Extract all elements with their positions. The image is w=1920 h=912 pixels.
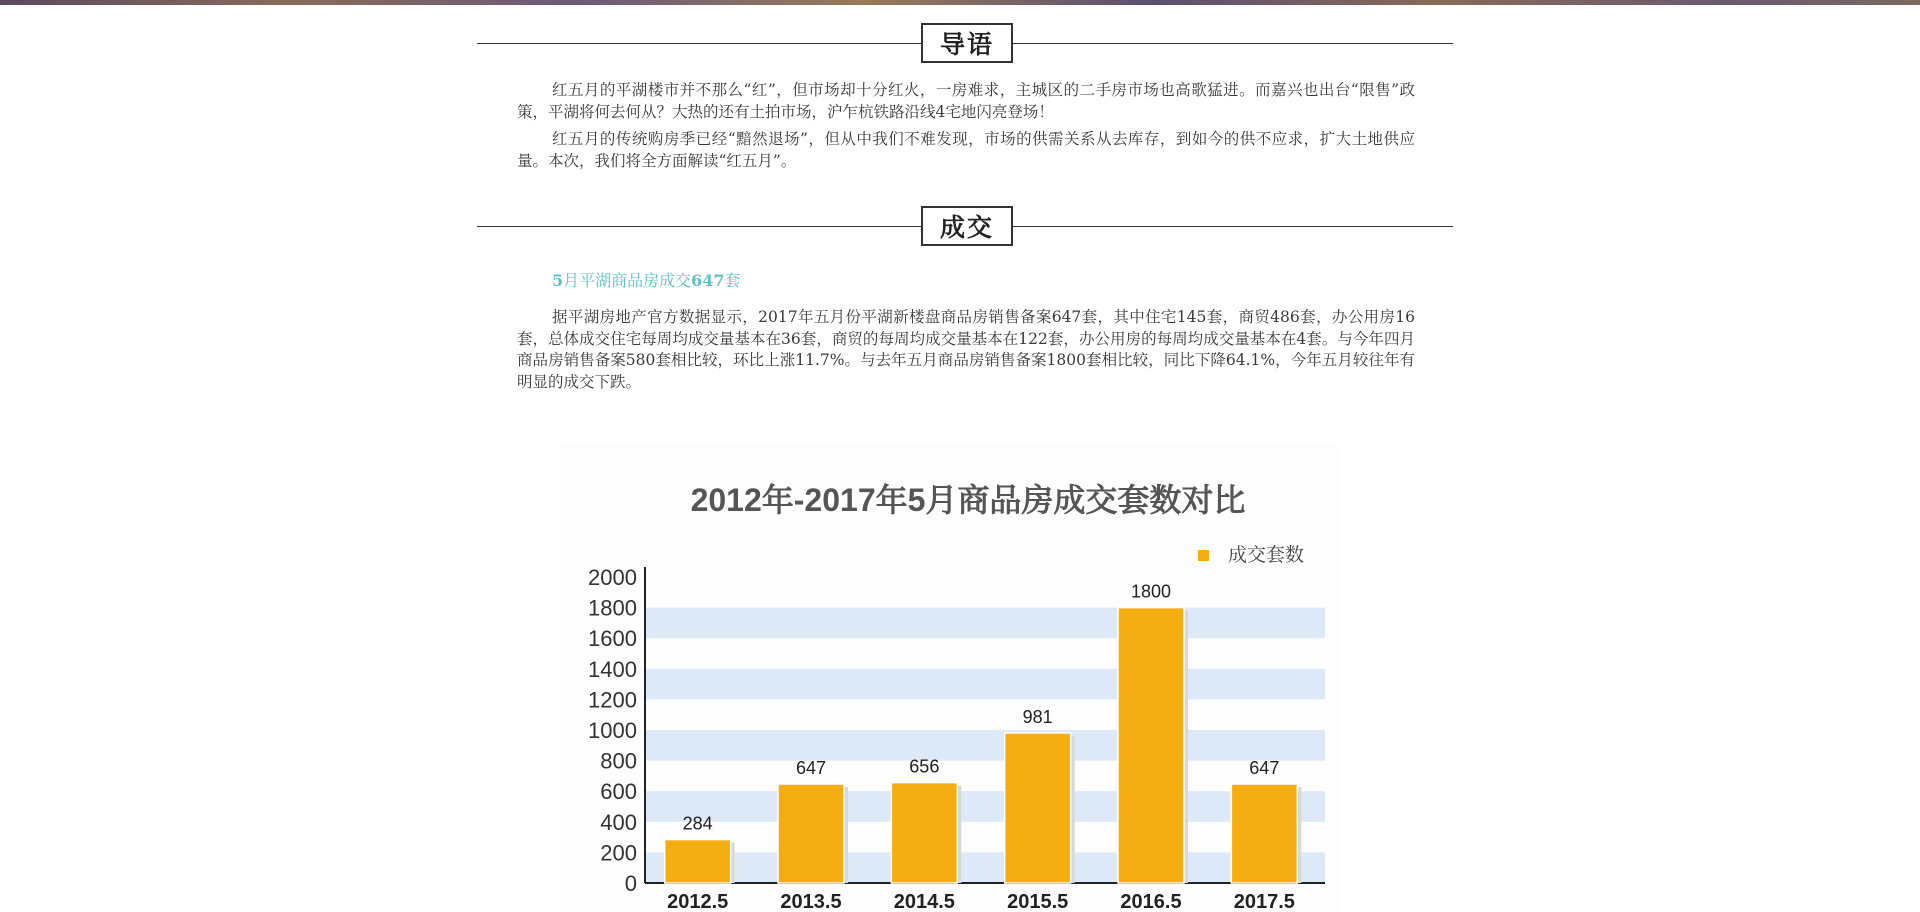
y-tick-label: 800 [600, 748, 637, 774]
bar-2017.5 [1231, 784, 1297, 883]
subtitle-text: 月平湖商品房成交 [563, 271, 692, 290]
x-tick-label: 2014.5 [893, 891, 955, 912]
subtitle-month: 5 [552, 271, 564, 290]
y-tick-label: 1200 [588, 687, 637, 713]
data-label: 647 [795, 758, 827, 779]
intro-paragraph-1: 红五月的平湖楼市并不那么“红”，但市场却十分红火，一房难求，主城区的二手房市场也高歌猛进。而嘉兴也出台“限售”政策，平湖将何去何从？大热的还有土拍市场，沪乍杭铁路沿线4宅地闪亮登场！ [517, 81, 1415, 121]
bar-2015.5 [1005, 733, 1071, 883]
grid-band [645, 791, 1325, 822]
intro-paragraph-2: 红五月的传统购房季已经“黯然退场”，但从中我们不难发现，市场的供需关系从去库存，到如今的供不应求，扩大土地供应量。本次，我们将全方面解读“红五月”。 [517, 130, 1415, 170]
y-tick-label: 0 [624, 871, 637, 896]
grid-band [645, 852, 1325, 883]
data-label: 1800 [1130, 581, 1172, 602]
bar-2016.5 [1118, 608, 1184, 883]
y-tick-label: 600 [600, 779, 637, 805]
x-tick-label: 2013.5 [780, 891, 842, 912]
bar-2012.5 [665, 840, 731, 883]
chart-title: 2012年-2017年5月商品房成交套数对比 [690, 482, 1246, 518]
intro-heading: 导语 [921, 23, 1013, 63]
y-tick-label: 400 [600, 809, 637, 835]
deal-chart [560, 445, 1340, 912]
subtitle-unit: 套 [724, 271, 741, 290]
data-label: 647 [1249, 758, 1280, 779]
grid-band [645, 730, 1325, 761]
deal-heading: 成交 [921, 206, 1013, 246]
bar-2014.5 [891, 783, 957, 883]
deal-section-header [477, 206, 1453, 246]
data-label: 981 [1022, 706, 1053, 727]
x-tick-label: 2016.5 [1120, 891, 1182, 912]
grid-band [645, 608, 1325, 639]
intro-section-header [477, 23, 1453, 63]
bar-chart-svg [560, 445, 1340, 912]
legend-label: 成交套数 [1228, 544, 1305, 566]
legend-swatch [1198, 550, 1209, 561]
x-tick-label: 2015.5 [1007, 891, 1069, 912]
data-label: 656 [909, 756, 940, 777]
y-tick-label: 2000 [588, 565, 637, 590]
x-tick-label: 2017.5 [1233, 891, 1295, 912]
y-tick-label: 1800 [588, 595, 637, 621]
top-banner-image [0, 0, 1920, 5]
deal-paragraph: 据平湖房地产官方数据显示，2017年五月份平湖新楼盘商品房销售备案647套，其中住宅145套，商贸486套，办公用房16套，总体成交住宅每周均成交量基本在36套，商贸的每周均成交量基本在122套，办公用房的每周均成交量基本在4套。与今年四月商品房销售备案580套相比较，环比上涨11.7%。与去年五月商品房销售备案1800套相比较，同比下降64.1%，今年五月较往年有明显的成交下跌。 [517, 308, 1415, 391]
bar-2013.5 [778, 784, 844, 883]
x-tick-label: 2012.5 [667, 891, 729, 912]
subtitle-count: 647 [691, 271, 725, 290]
deal-subtitle [552, 268, 741, 291]
y-tick-label: 1000 [588, 718, 637, 743]
y-tick-label: 200 [600, 840, 637, 866]
y-tick-label: 1600 [588, 626, 637, 652]
y-tick-label: 1400 [588, 656, 637, 682]
data-label: 284 [682, 813, 713, 834]
grid-band [645, 669, 1325, 700]
